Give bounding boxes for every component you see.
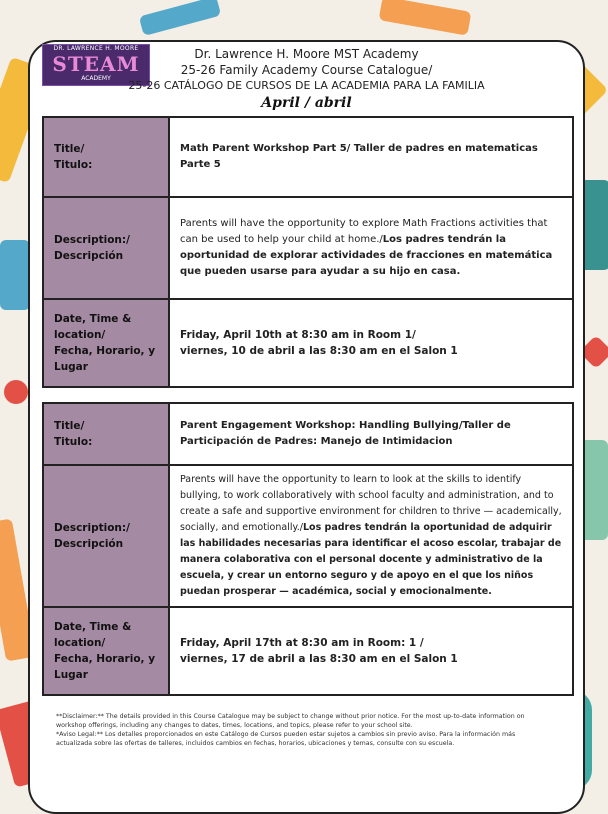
description-row — [43, 465, 573, 607]
calculator-decoration — [0, 240, 30, 310]
title-row — [43, 117, 573, 197]
school-name: Dr. Lawrence H. Moore MST Academy — [194, 47, 419, 61]
workshop-description — [169, 465, 573, 607]
crayon-decoration — [139, 0, 221, 36]
logo-line-2: STEAM — [52, 52, 140, 76]
apple-decoration — [4, 380, 28, 404]
workshop-table-2 — [42, 402, 574, 696]
description-label — [43, 197, 169, 299]
description-en: Parents will have the opportunity to learn to look at the skills to identify bullying, to work collaboratively with school faculty and administration, and to create a safe and supportive environment for children to thrive — academically, socially, and emotionally./ — [180, 474, 562, 533]
workshop-table-1 — [42, 116, 574, 388]
date-es: viernes, 17 de abril a las 8:30 am en el Salon 1 — [180, 653, 458, 665]
catalogue-page — [28, 40, 585, 814]
disclaimer-es: *Aviso Legal:** Los detalles proporcionados en este Catálogo de Cursos pueden estar sujetos a cambios sin previo aviso. Para la información más actualizada sobre las ofertas de talleres, incluidos cambios en fechas, horarios, ubicaciones y temas, consulte con su escuela. — [56, 731, 516, 747]
logo-line-3: ACADEMY — [81, 75, 111, 82]
description-es: Los padres tendrán la oportunidad de adquirir las habilidades necesarias para identificar el acoso escolar, trabajar de manera colaborativa con el personal docente y administrativo de la escuela, y crear un entorno seguro y de apoyo en el que los niños puedan prosperar — académica, social y emocionalmente. — [180, 522, 562, 597]
title-label-text: Title/ Titulo: — [54, 420, 93, 448]
date-label — [43, 607, 169, 695]
description-label-text: Description:/ Descripción — [54, 522, 130, 550]
description-es: Los padres tendrán la oportunidad de explorar actividades de fracciones en matemática que pueden usarse para ayudar a su hijo en casa. — [180, 234, 553, 277]
date-en: Friday, April 17th at 8:30 am in Room: 1 / — [180, 637, 424, 649]
description-row — [43, 197, 573, 299]
title-row — [43, 403, 573, 465]
description-label — [43, 465, 169, 607]
date-row — [43, 299, 573, 387]
catalogue-title-es: 25-26 CATÁLOGO DE CURSOS DE LA ACADEMIA PARA LA FAMILIA — [128, 79, 485, 92]
date-es: viernes, 10 de abril a las 8:30 am en el Salon 1 — [180, 345, 458, 357]
catalogue-title-en: 25-26 Family Academy Course Catalogue/ — [180, 63, 433, 77]
title-label — [43, 117, 169, 197]
month-heading: April / abril — [261, 95, 352, 111]
workshop-title: Parent Engagement Workshop: Handling Bullying/Taller de Participación de Padres: Manejo de Intimidacion — [169, 403, 573, 465]
date-label — [43, 299, 169, 387]
scissors-decoration — [379, 0, 472, 36]
date-row — [43, 607, 573, 695]
disclaimer — [56, 712, 534, 748]
description-en: Parents will have the opportunity to explore Math Fractions activities that can be used to help your child at home./ — [180, 218, 548, 245]
date-label-text: Date, Time & location/ Fecha, Horario, y Lugar — [54, 621, 156, 681]
title-label-text: Title/ Titulo: — [54, 143, 93, 171]
date-label-text: Date, Time & location/ Fecha, Horario, y Lugar — [54, 313, 156, 373]
workshop-date — [169, 607, 573, 695]
description-label-text: Description:/ Descripción — [54, 234, 130, 262]
workshop-date — [169, 299, 573, 387]
date-en: Friday, April 10th at 8:30 am in Room 1/ — [180, 329, 416, 341]
workshop-title: Math Parent Workshop Part 5/ Taller de padres en matematicas Parte 5 — [169, 117, 573, 197]
disclaimer-en: **Disclaimer:** The details provided in this Course Catalogue may be subject to change without prior notice. For the most up-to-date information on workshop offerings, including any changes to dates, times, locations, and topics, please refer to your school site. — [56, 713, 525, 729]
title-label — [43, 403, 169, 465]
workshop-description — [169, 197, 573, 299]
logo-line-1: DR. LAWRENCE H. MOORE — [53, 45, 139, 52]
page-header — [30, 46, 583, 111]
